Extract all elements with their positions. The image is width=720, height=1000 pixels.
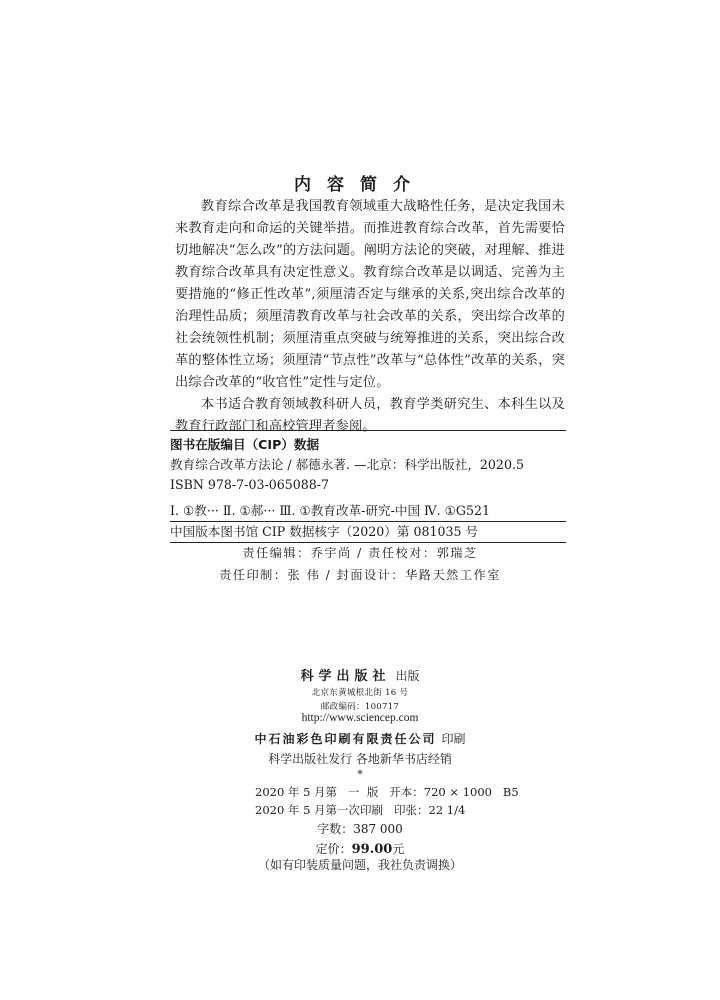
- summary-title: 内容简介: [294, 175, 426, 195]
- price-value: 99.00: [351, 842, 393, 857]
- cip-bottom-rule: [170, 542, 566, 543]
- cip-header: 图书在版编目（CIP）数据: [170, 437, 320, 452]
- cip-top-rule: [170, 430, 566, 431]
- printer-name: 中石油彩色印刷有限责任公司: [254, 732, 437, 746]
- cip-classification: Ⅰ. ①教··· Ⅱ. ①郝··· Ⅲ. ①教育改革-研究-中国 Ⅳ. ①G521: [170, 503, 491, 518]
- audience-paragraph: 本书适合教育领域教科研人员，教育学类研究生、本科生以及教育行政部门和高校管理者参阅。: [175, 397, 565, 434]
- edition-line: 2020 年 5 月第 一 版 开本：720 × 1000 B5: [255, 785, 519, 799]
- printer-line: [0, 728, 720, 747]
- summary-paragraph: 教育综合改革是我国教育领域重大战略性任务，是决定我国未来教育走向和命运的关键举措。而推进教育综合改革，首先需要恰切地解决“怎么改”的方法问题。阐明方法论的突破，对理解、推进教育综合改革具有决定性意义。教育综合改革是以调适、完善为主要措施的“修正性改革”,须厘清否定与继承的关系,突出综合改革的治理性品质；须厘清教育改革与社会改革的关系，突出综合改革的社会统领性机制；须厘清重点突破与统筹推进的关系，突出综合改革的整体性立场；须厘清“节点性”改革与“总体性”改革的关系，突出综合改革的“收官性”定性与定位。: [175, 199, 565, 390]
- word-count: 字数：387 000: [317, 822, 403, 836]
- cip-title-line: 教育综合改革方法论 / 郝德永著. —北京：科学出版社，2020.5: [170, 457, 524, 472]
- publisher-suffix: 出版: [395, 669, 420, 683]
- publisher-postcode: 邮政编码：100717: [320, 702, 400, 712]
- staff-line-production: 责任印制：张 伟 / 封面设计：华路天然工作室: [219, 568, 501, 582]
- cip-number: 中国版本图书馆 CIP 数据核字（2020）第 081035 号: [170, 524, 479, 539]
- publisher-address: 北京东黄城根北街 16 号: [311, 688, 409, 698]
- separator-asterisk: *: [357, 768, 363, 781]
- summary-section: [175, 196, 565, 438]
- price-line: [0, 838, 720, 857]
- staff-line-editors: 责任编辑：乔宇尚 / 责任校对：郭瑞芝: [242, 546, 478, 560]
- price-unit: 元: [392, 842, 405, 856]
- distribution-line: 科学出版社发行 各地新华书店经销: [268, 752, 452, 766]
- publisher-url: http://www.sciencep.com: [301, 712, 419, 724]
- publisher-line: [0, 665, 720, 684]
- price-label: 定价：: [315, 842, 352, 856]
- cip-block: [170, 430, 566, 543]
- printing-line: 2020 年 5 月第一次印刷 印张：22 1/4: [255, 803, 466, 817]
- cip-isbn: ISBN 978-7-03-065088-7: [170, 477, 330, 492]
- quality-note: （如有印装质量问题，我社负责调换）: [257, 858, 462, 872]
- printer-suffix: 印刷: [441, 732, 466, 746]
- publisher-name: 科学出版社: [300, 669, 391, 684]
